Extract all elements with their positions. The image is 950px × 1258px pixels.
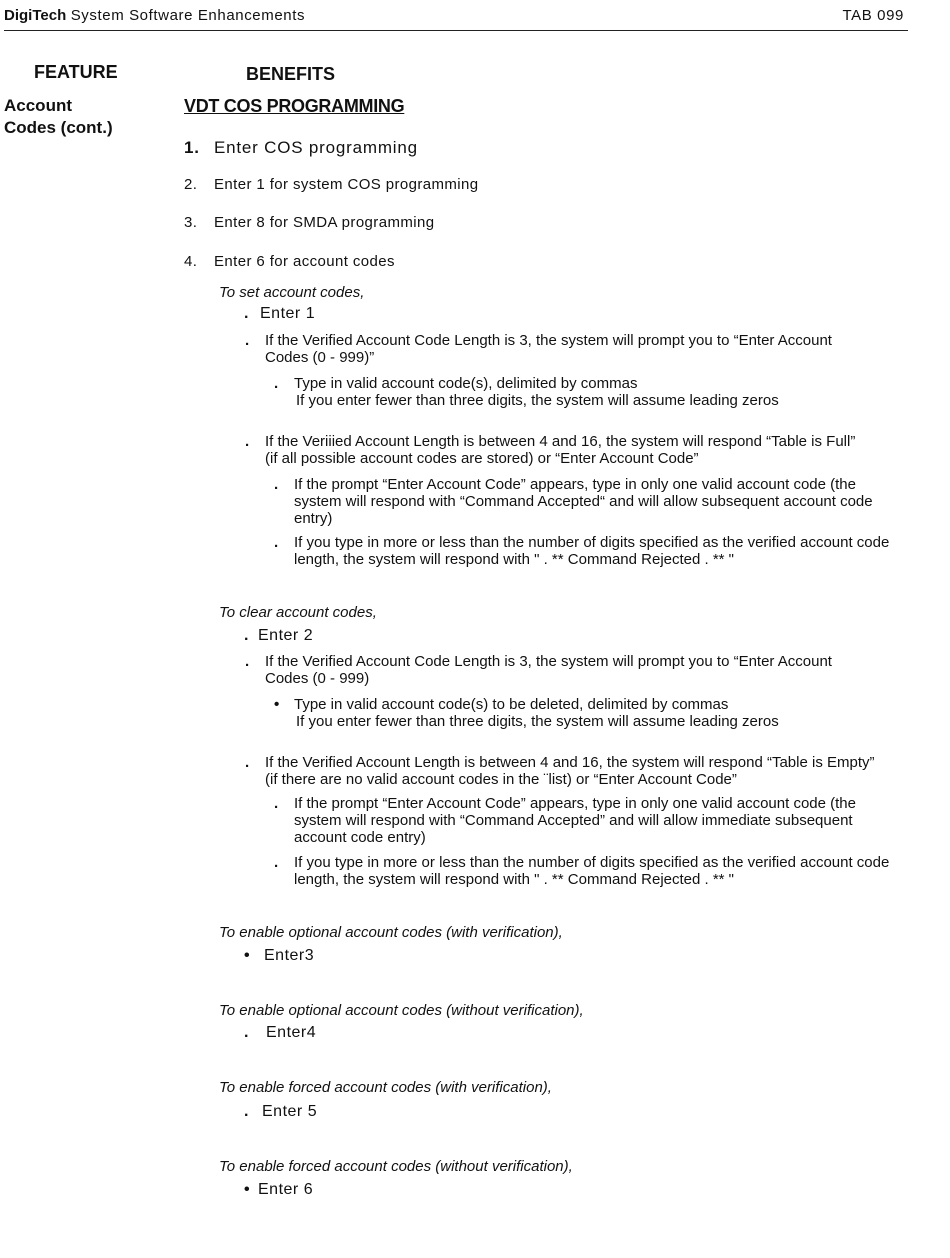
bullet-marker: • — [244, 947, 251, 964]
set-codes-bullet-1a: . Type in valid account code(s), delimited by commas If you enter fewer than three digits, the system will assume leading zeros — [294, 375, 854, 409]
set-codes-bullet-2b: . If you type in more or less than the number of digits specified as the verified account code length, the system will respond with " . ** Command Rejected . ** " — [274, 534, 890, 568]
set-codes-enter-text: Enter 1 — [260, 305, 316, 322]
option-forced-with-verification-enter — [244, 1103, 317, 1121]
option-optional-without-verification-heading: To enable optional account codes (without verification), — [219, 1002, 584, 1019]
option-forced-without-verification-enter — [244, 1181, 313, 1199]
bullet-text-2: If you enter fewer than three digits, the system will assume leading zeros — [296, 713, 779, 730]
clear-codes-heading: To clear account codes, — [219, 604, 377, 621]
bullet-text: If the Verified Account Code Length is 3, the system will prompt you to “Enter Account Codes (0 - 999) — [265, 653, 832, 687]
clear-codes-bullet-2b: . If you type in more or less than the number of digits specified as the verified account code length, the system will respond with " . ** Command Rejected . ** " — [274, 854, 890, 888]
enter-text: Enter4 — [266, 1024, 317, 1041]
page-header — [4, 6, 908, 31]
clear-codes-enter: . Enter 2 — [244, 627, 314, 644]
bullet-text: Type in valid account code(s), delimited by commas — [294, 375, 638, 392]
bullet-text: If the prompt “Enter Account Code” appears, type in only one valid account code (the system will respond with “Command Accepted“ and will allow subsequent account code entry) — [294, 476, 873, 527]
set-codes-bullet-2: . If the Veriiied Account Length is between 4 and 16, the system will respond “Table is Full” (if all possible account codes are stored) or “Enter Account Code” — [245, 433, 856, 467]
step-text: Enter 1 for system COS programming — [214, 176, 479, 193]
clear-codes-bullet-2: . If the Verified Account Length is between 4 and 16, the system will respond “Table is Empty” (if there are no valid account codes in the ¨list) or “Enter Account Code” — [245, 754, 875, 788]
bullet-marker: • — [244, 1181, 251, 1198]
set-codes-bullet-1: . If the Verified Account Code Length is 3, the system will prompt you to “Enter Account Codes (0 - 999)” — [245, 332, 832, 366]
bullet-marker: . — [244, 1024, 249, 1041]
enter-text: Enter3 — [264, 947, 315, 964]
step-1 — [184, 138, 418, 158]
option-forced-with-verification-heading: To enable forced account codes (with verification), — [219, 1079, 552, 1096]
step-text: Enter 6 for account codes — [214, 253, 395, 270]
clear-codes-bullet-1: . If the Verified Account Code Length is 3, the system will prompt you to “Enter Account Codes (0 - 999) — [245, 653, 832, 687]
step-4 — [184, 253, 395, 270]
step-2 — [184, 176, 479, 193]
clear-codes-bullet-1a: • Type in valid account code(s) to be deleted, delimited by commas If you enter fewer than three digits, the system will assume leading zeros — [294, 696, 854, 730]
bullet-text: Type in valid account code(s) to be deleted, delimited by commas — [294, 696, 729, 713]
option-optional-with-verification-heading: To enable optional account codes (with verification), — [219, 924, 563, 941]
bullet-text: If the Veriiied Account Length is between 4 and 16, the system will respond “Table is Full” (if all possible account codes are stored) or “Enter Account Code” — [265, 433, 856, 467]
set-codes-enter: . Enter 1 — [244, 305, 316, 322]
enter-text: Enter 6 — [258, 1181, 314, 1198]
bullet-text: If the prompt “Enter Account Code” appears, type in only one valid account code (the system will respond with “Command Accepted” and will allow immediate subsequent account code entry) — [294, 795, 856, 846]
option-optional-without-verification-enter — [244, 1024, 316, 1042]
step-number: 2. — [184, 176, 198, 193]
option-forced-without-verification-heading: To enable forced account codes (without verification), — [219, 1158, 573, 1175]
step-number: 4. — [184, 253, 198, 270]
feature-label — [4, 95, 113, 139]
bullet-text: If you type in more or less than the number of digits specified as the verified account code length, the system will respond with " . ** Command Rejected . ** " — [294, 534, 890, 568]
step-number: 3. — [184, 214, 198, 231]
set-codes-bullet-2a: . If the prompt “Enter Account Code” appears, type in only one valid account code (the system will respond with “Command Accepted“ and will allow subsequent account code entry) — [274, 476, 873, 527]
step-text: Enter COS programming — [214, 138, 418, 157]
benefits-column-heading: BENEFITS — [246, 64, 336, 84]
step-3 — [184, 214, 434, 231]
bullet-text-2: If you enter fewer than three digits, the system will assume leading zeros — [296, 392, 779, 409]
section-title: VDT COS PROGRAMMING — [184, 96, 405, 116]
brand-name: DigiTech — [4, 7, 67, 24]
feature-label-line2: Codes (cont.) — [4, 118, 113, 137]
tab-number: TAB 099 — [842, 7, 904, 24]
feature-label-line1: Account — [4, 96, 72, 115]
clear-codes-enter-text: Enter 2 — [258, 627, 314, 644]
header-title: System Software Enhancements — [70, 7, 306, 24]
clear-codes-bullet-2a: . If the prompt “Enter Account Code” appears, type in only one valid account code (the system will respond with “Command Accepted” and will allow immediate subsequent account code entry) — [274, 795, 856, 846]
bullet-text: If the Verified Account Code Length is 3, the system will prompt you to “Enter Account Codes (0 - 999)” — [265, 332, 832, 366]
bullet-text: If you type in more or less than the number of digits specified as the verified account code length, the system will respond with " . ** Command Rejected . ** " — [294, 854, 890, 888]
enter-text: Enter 5 — [262, 1103, 318, 1120]
feature-column-heading: FEATURE — [34, 62, 118, 82]
option-optional-with-verification-enter — [244, 947, 314, 965]
set-codes-heading: To set account codes, — [219, 284, 365, 301]
bullet-marker: . — [244, 1103, 249, 1120]
step-text: Enter 8 for SMDA programming — [214, 214, 435, 231]
bullet-text: If the Verified Account Length is between 4 and 16, the system will respond “Table is Empty” (if there are no valid account codes in the ¨list) or “Enter Account Code” — [265, 754, 875, 788]
step-number: 1. — [184, 138, 200, 157]
